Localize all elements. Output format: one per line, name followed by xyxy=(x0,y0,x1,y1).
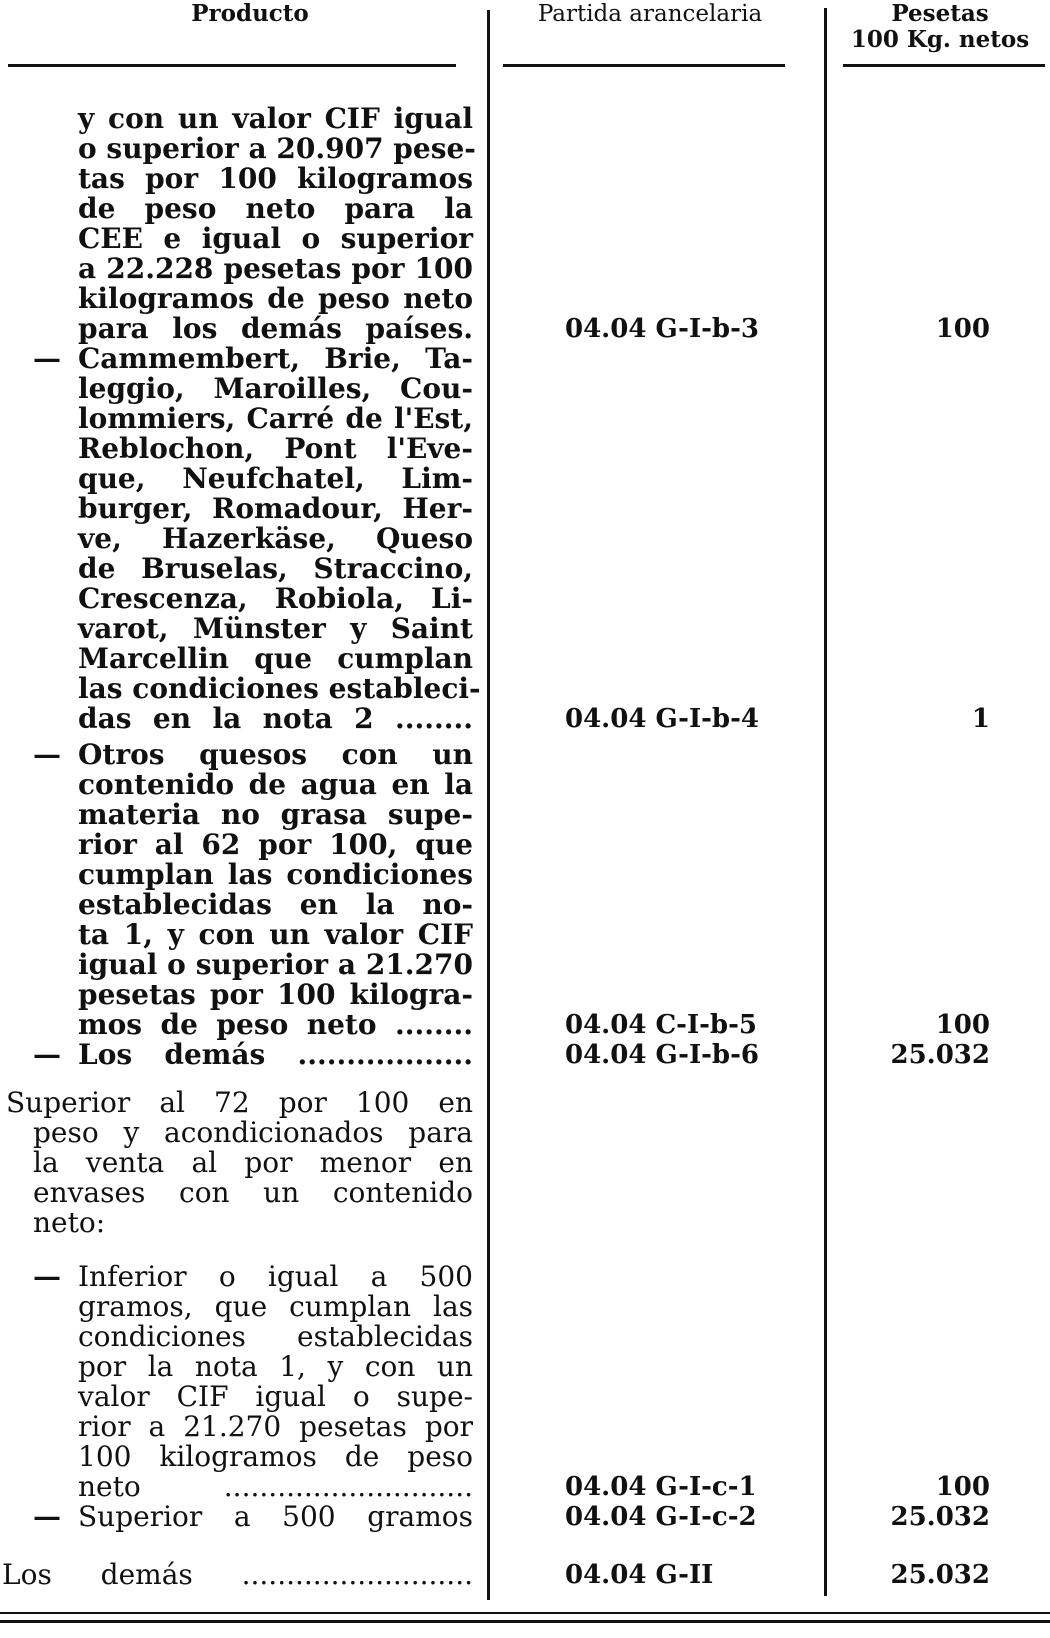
text-line: de Bruselas, Straccino, xyxy=(78,552,473,585)
text-line: que, Neufchatel, Lim- xyxy=(78,462,473,495)
text-line: peso y acondicionados para xyxy=(33,1116,473,1149)
em-dash-marker: — xyxy=(33,738,61,771)
text-line: Los demás .................. xyxy=(78,1038,473,1071)
text-line: de peso neto para la xyxy=(78,192,473,225)
text-line: neto ............................ xyxy=(78,1470,473,1503)
text-line: Marcellin que cumplan xyxy=(78,642,473,675)
header-partida: Partida arancelaria xyxy=(537,1,763,27)
tariff-code: 04.04 G-I-b-6 xyxy=(565,1040,759,1070)
text-line: pesetas por 100 kilogra- xyxy=(78,978,473,1011)
text-line: contenido de agua en la xyxy=(78,768,473,801)
tariff-code: 04.04 G-II xyxy=(565,1560,714,1590)
text-line: y con un valor CIF igual xyxy=(78,102,473,135)
text-line: valor CIF igual o supe- xyxy=(78,1380,473,1413)
column-divider-1 xyxy=(487,10,490,1600)
header-pesetas: Pesetas xyxy=(891,0,989,27)
text-line: a 22.228 pesetas por 100 xyxy=(78,252,473,285)
text-line: varot, Münster y Saint xyxy=(78,612,473,645)
text-line: condiciones establecidas xyxy=(78,1320,473,1353)
text-line: Superior al 72 por 100 en xyxy=(6,1086,473,1119)
text-line: establecidas en la no- xyxy=(78,888,473,921)
tariff-code: 04.04 G-I-c-1 xyxy=(565,1472,757,1502)
text-line: neto: xyxy=(33,1206,106,1239)
text-line: tas por 100 kilogramos xyxy=(78,162,473,195)
em-dash-marker: — xyxy=(33,1500,61,1533)
peseta-value: 100 xyxy=(935,314,990,344)
text-line: Los demás .......................... xyxy=(2,1558,473,1591)
header-rule-partida xyxy=(503,64,785,67)
text-line: ve, Hazerkäse, Queso xyxy=(78,522,473,555)
text-line: lommiers, Carré de l'Est, xyxy=(78,402,473,435)
em-dash-marker: — xyxy=(33,1260,61,1293)
tariff-code: 04.04 G-I-b-4 xyxy=(565,704,759,734)
text-line: CEE e igual o superior xyxy=(78,222,473,255)
text-line: o superior a 20.907 pese- xyxy=(78,132,476,165)
peseta-value: 100 xyxy=(935,1010,990,1040)
text-line: Cammembert, Brie, Ta- xyxy=(78,342,473,375)
text-line: mos de peso neto ........ xyxy=(78,1008,473,1041)
text-line: gramos, que cumplan las xyxy=(78,1290,473,1323)
column-divider-2 xyxy=(824,8,827,1596)
text-line: ta 1, y con un valor CIF xyxy=(78,918,473,951)
text-line: Superior a 500 gramos xyxy=(78,1500,473,1533)
footer-rule-bottom xyxy=(0,1620,1050,1623)
header-pesetas-sub: 100 Kg. netos xyxy=(850,26,1030,53)
text-line: rior a 21.270 pesetas por xyxy=(78,1410,473,1443)
text-line: para los demás países. xyxy=(78,312,473,345)
tariff-code: 04.04 G-I-c-2 xyxy=(565,1502,757,1532)
text-line: Crescenza, Robiola, Li- xyxy=(78,582,473,615)
peseta-value: 25.032 xyxy=(890,1502,990,1532)
header-producto: Producto xyxy=(191,0,309,27)
text-line: envases con un contenido xyxy=(33,1176,473,1209)
header-rule-pesetas xyxy=(843,64,1045,67)
footer-rule-top xyxy=(0,1612,1050,1614)
tariff-code: 04.04 C-I-b-5 xyxy=(565,1010,757,1040)
text-line: das en la nota 2 ........ xyxy=(78,702,473,735)
text-line: cumplan las condiciones xyxy=(78,858,473,891)
text-line: Inferior o igual a 500 xyxy=(78,1260,473,1293)
em-dash-marker: — xyxy=(33,342,61,375)
peseta-value: 25.032 xyxy=(890,1560,990,1590)
text-line: la venta al por menor en xyxy=(33,1146,473,1179)
text-line: por la nota 1, y con un xyxy=(78,1350,473,1383)
text-line: las condiciones estableci- xyxy=(78,672,481,705)
peseta-value: 100 xyxy=(935,1472,990,1502)
text-line: materia no grasa supe- xyxy=(78,798,473,831)
text-line: burger, Romadour, Her- xyxy=(78,492,473,525)
header-rule-producto xyxy=(8,64,456,67)
text-line: igual o superior a 21.270 xyxy=(78,948,473,981)
peseta-value: 25.032 xyxy=(890,1040,990,1070)
text-line: Reblochon, Pont l'Eve- xyxy=(78,432,473,465)
text-line: 100 kilogramos de peso xyxy=(78,1440,473,1473)
tariff-code: 04.04 G-I-b-3 xyxy=(565,314,759,344)
text-line: rior al 62 por 100, que xyxy=(78,828,473,861)
em-dash-marker: — xyxy=(33,1038,61,1071)
text-line: Otros quesos con un xyxy=(78,738,473,771)
text-line: leggio, Maroilles, Cou- xyxy=(78,372,473,405)
text-line: kilogramos de peso neto xyxy=(78,282,473,315)
peseta-value: 1 xyxy=(971,704,990,734)
